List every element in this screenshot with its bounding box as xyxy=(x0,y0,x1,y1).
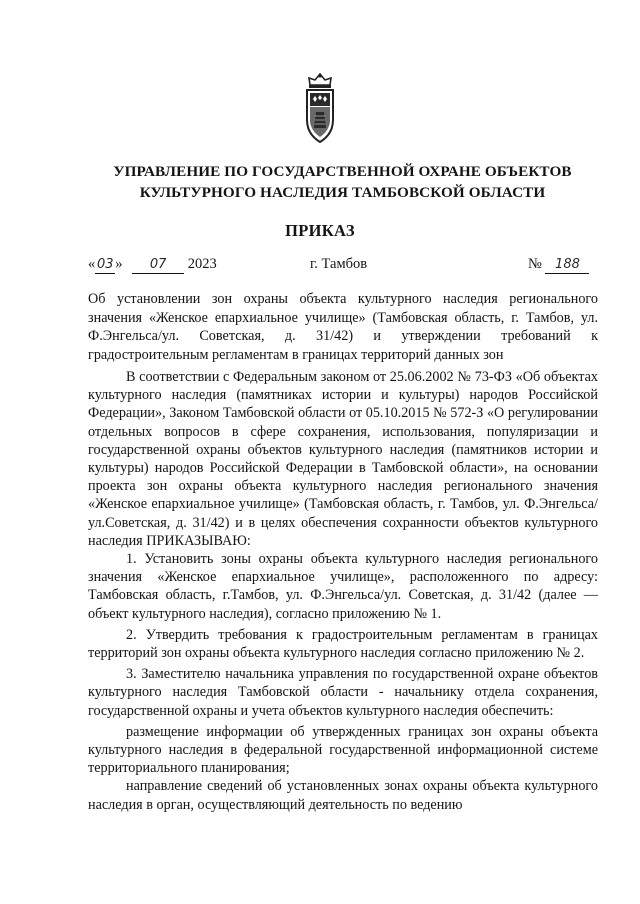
number-sign: № xyxy=(528,256,542,272)
city-name: г. Тамбов xyxy=(310,256,368,272)
document-type-title: ПРИКАЗ xyxy=(285,221,355,240)
agency-name-line-1: УПРАВЛЕНИЕ ПО ГОСУДАРСТВЕННОЙ ОХРАНЕ ОБЪЕКТОВ xyxy=(113,163,572,180)
date-year: 2023 xyxy=(187,256,217,272)
agency-name-line-2: КУЛЬТУРНОГО НАСЛЕДИЯ ТАМБОВСКОЙ ОБЛАСТИ xyxy=(139,184,546,201)
clause-2-paragraph: 2. Утвердить требования к градостроительным регламентам в границах территорий зон охраны объекта культурного наследия согласно приложению № 2. xyxy=(88,626,598,662)
order-subject: Об установлении зон охраны объекта культурного наследия регионального значения «Женское епархиальное училище» (Тамбовская область, г. Тамбов, ул. Ф.Энгельса/ул. Советская, д. 31/42) и утверждении требований к градостроительным регламентам в границах территорий данных зон xyxy=(88,291,598,363)
clause-3-item-1: размещение информации об утвержденных границах зон охраны объекта культурного наследия в федеральной государственной информационной системе территориального планирования; xyxy=(88,723,598,777)
order-date xyxy=(88,256,217,274)
order-body xyxy=(88,368,598,814)
clause-3-item-2: направление сведений об установленных зонах охраны объекта культурного наследия в орган, осуществляющий деятельность по ведению xyxy=(88,778,598,813)
preamble-paragraph: В соответствии с Федеральным законом от 25.06.2002 № 73-ФЗ «Об объектах культурного наследия (памятниках истории и культуры) народов Российской Федерации», Законом Тамбовской области от 05.10.2015 № 572-З «О регулировании отдельных вопросов в сфере сохранения, использования, популяризации и государственной охраны объектов культурного наследия (памятников истории и культуры) народов Российской Федерации в Тамбовской области», на основании проекта зон охраны объекта культурного наследия регионального значения «Женское епархиальное училище» (Тамбовская область, г. Тамбов, ул. Ф.Энгельса/ул.Советская, д. 31/42) и в целях обеспечения сохранности объектов культурного наследия ПРИКАЗЫВАЮ: xyxy=(88,369,598,549)
order-meta-row xyxy=(88,256,598,278)
number-value: 188 xyxy=(545,257,589,274)
date-month: 07 xyxy=(132,257,184,274)
order-number xyxy=(528,256,589,274)
date-quote-open: « xyxy=(88,256,96,272)
date-day: 03 xyxy=(96,257,114,272)
tambov-coat-of-arms-emblem xyxy=(303,72,337,148)
clause-1-paragraph: 1. Установить зоны охраны объекта культурного наследия регионального значения «Женское епархиальное училище», расположенного по адресу: Тамбовская область, г.Тамбов, ул. Ф.Энгельса/ул. Советская, д. 31/42 (далее — объект культурного наследия), согласно приложению № 1. xyxy=(88,551,598,622)
clause-3-paragraph: 3. Заместителю начальника управления по государственной охране объектов культурного наследия Тамбовской области - начальнику отдела сохранения, государственной охраны и учета объектов культурного наследия обеспечить: xyxy=(88,666,598,719)
date-quote-close: » xyxy=(115,256,123,272)
